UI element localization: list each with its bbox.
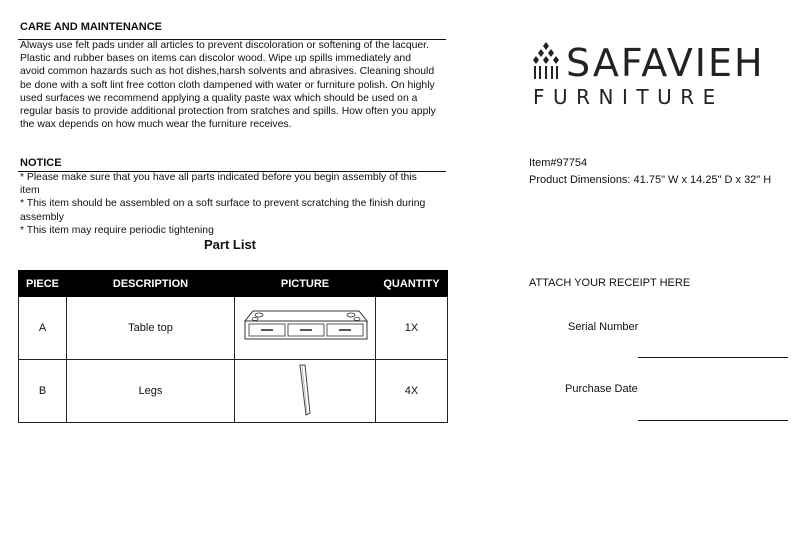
brand-sub: FURNITURE — [533, 85, 724, 109]
leg-icon — [290, 363, 320, 417]
part-list-title: Part List — [204, 237, 257, 252]
part-list-table — [18, 270, 448, 423]
notice-line: * Please make sure that you have all parts indicated before you begin assembly of this — [20, 172, 417, 183]
notice-line: * This item should be assembled on a soft surface to prevent scratching the finish during — [20, 198, 426, 210]
care-line: used surfaces we recommend applying a quality paste wax which should be used on a — [20, 92, 418, 104]
care-line: regular basis to provide additional protection from sratches and spills. How often you apply — [20, 106, 436, 118]
care-line: Always use felt pads under all articles to prevent discoloration or softening of the lacquer. — [20, 40, 429, 51]
serial-number-label: Serial Number — [568, 321, 639, 333]
col-header-picture: PICTURE — [235, 271, 376, 297]
col-header-description: DESCRIPTION — [67, 271, 235, 297]
quantity-cell: 1X — [376, 297, 448, 360]
purchase-date-label: Purchase Date — [565, 383, 638, 395]
safavieh-pyramid-logo-icon — [530, 42, 562, 80]
care-line: Plastic and rubber bases on items can discolor wood. Wipe up spills immediately and — [20, 53, 411, 65]
picture-cell — [235, 297, 376, 360]
notice-line: item — [20, 185, 40, 197]
product-dimensions: Product Dimensions: 41.75" W x 14.25" D x 32" H — [529, 174, 772, 186]
care-line: be done with a soft lint free cotton cloth dampened with water or furniture polish. On highly — [20, 79, 435, 91]
table-row — [19, 297, 448, 360]
table-top-icon — [239, 307, 371, 347]
table-row — [19, 360, 448, 423]
piece-cell: A — [19, 297, 67, 360]
care-line: the wax depends on how much wear the furniture receives. — [20, 119, 292, 131]
col-header-quantity: QUANTITY — [376, 271, 448, 297]
part-list-header-row — [19, 271, 448, 297]
notice-line: assembly — [20, 211, 64, 223]
notice-heading: NOTICE — [20, 157, 62, 169]
notice-line: * This item may require periodic tightening — [20, 224, 214, 236]
purchase-date-line — [638, 420, 788, 421]
item-number: Item#97754 — [529, 157, 588, 169]
receipt-heading: ATTACH YOUR RECEIPT HERE — [529, 277, 691, 289]
description-cell: Legs — [67, 360, 235, 423]
care-line: avoid common hazards such as hot dishes,harsh solvents and abrasives. Cleaning should — [20, 66, 435, 78]
care-heading: CARE AND MAINTENANCE — [20, 21, 162, 33]
description-cell: Table top — [67, 297, 235, 360]
brand-name: SAFAVIEH — [566, 41, 765, 85]
serial-number-line — [638, 357, 788, 358]
notice-paragraph — [20, 171, 425, 237]
col-header-piece: PIECE — [19, 271, 67, 297]
care-paragraph — [20, 39, 436, 131]
piece-cell: B — [19, 360, 67, 423]
quantity-cell: 4X — [376, 360, 448, 423]
picture-cell — [235, 360, 376, 423]
